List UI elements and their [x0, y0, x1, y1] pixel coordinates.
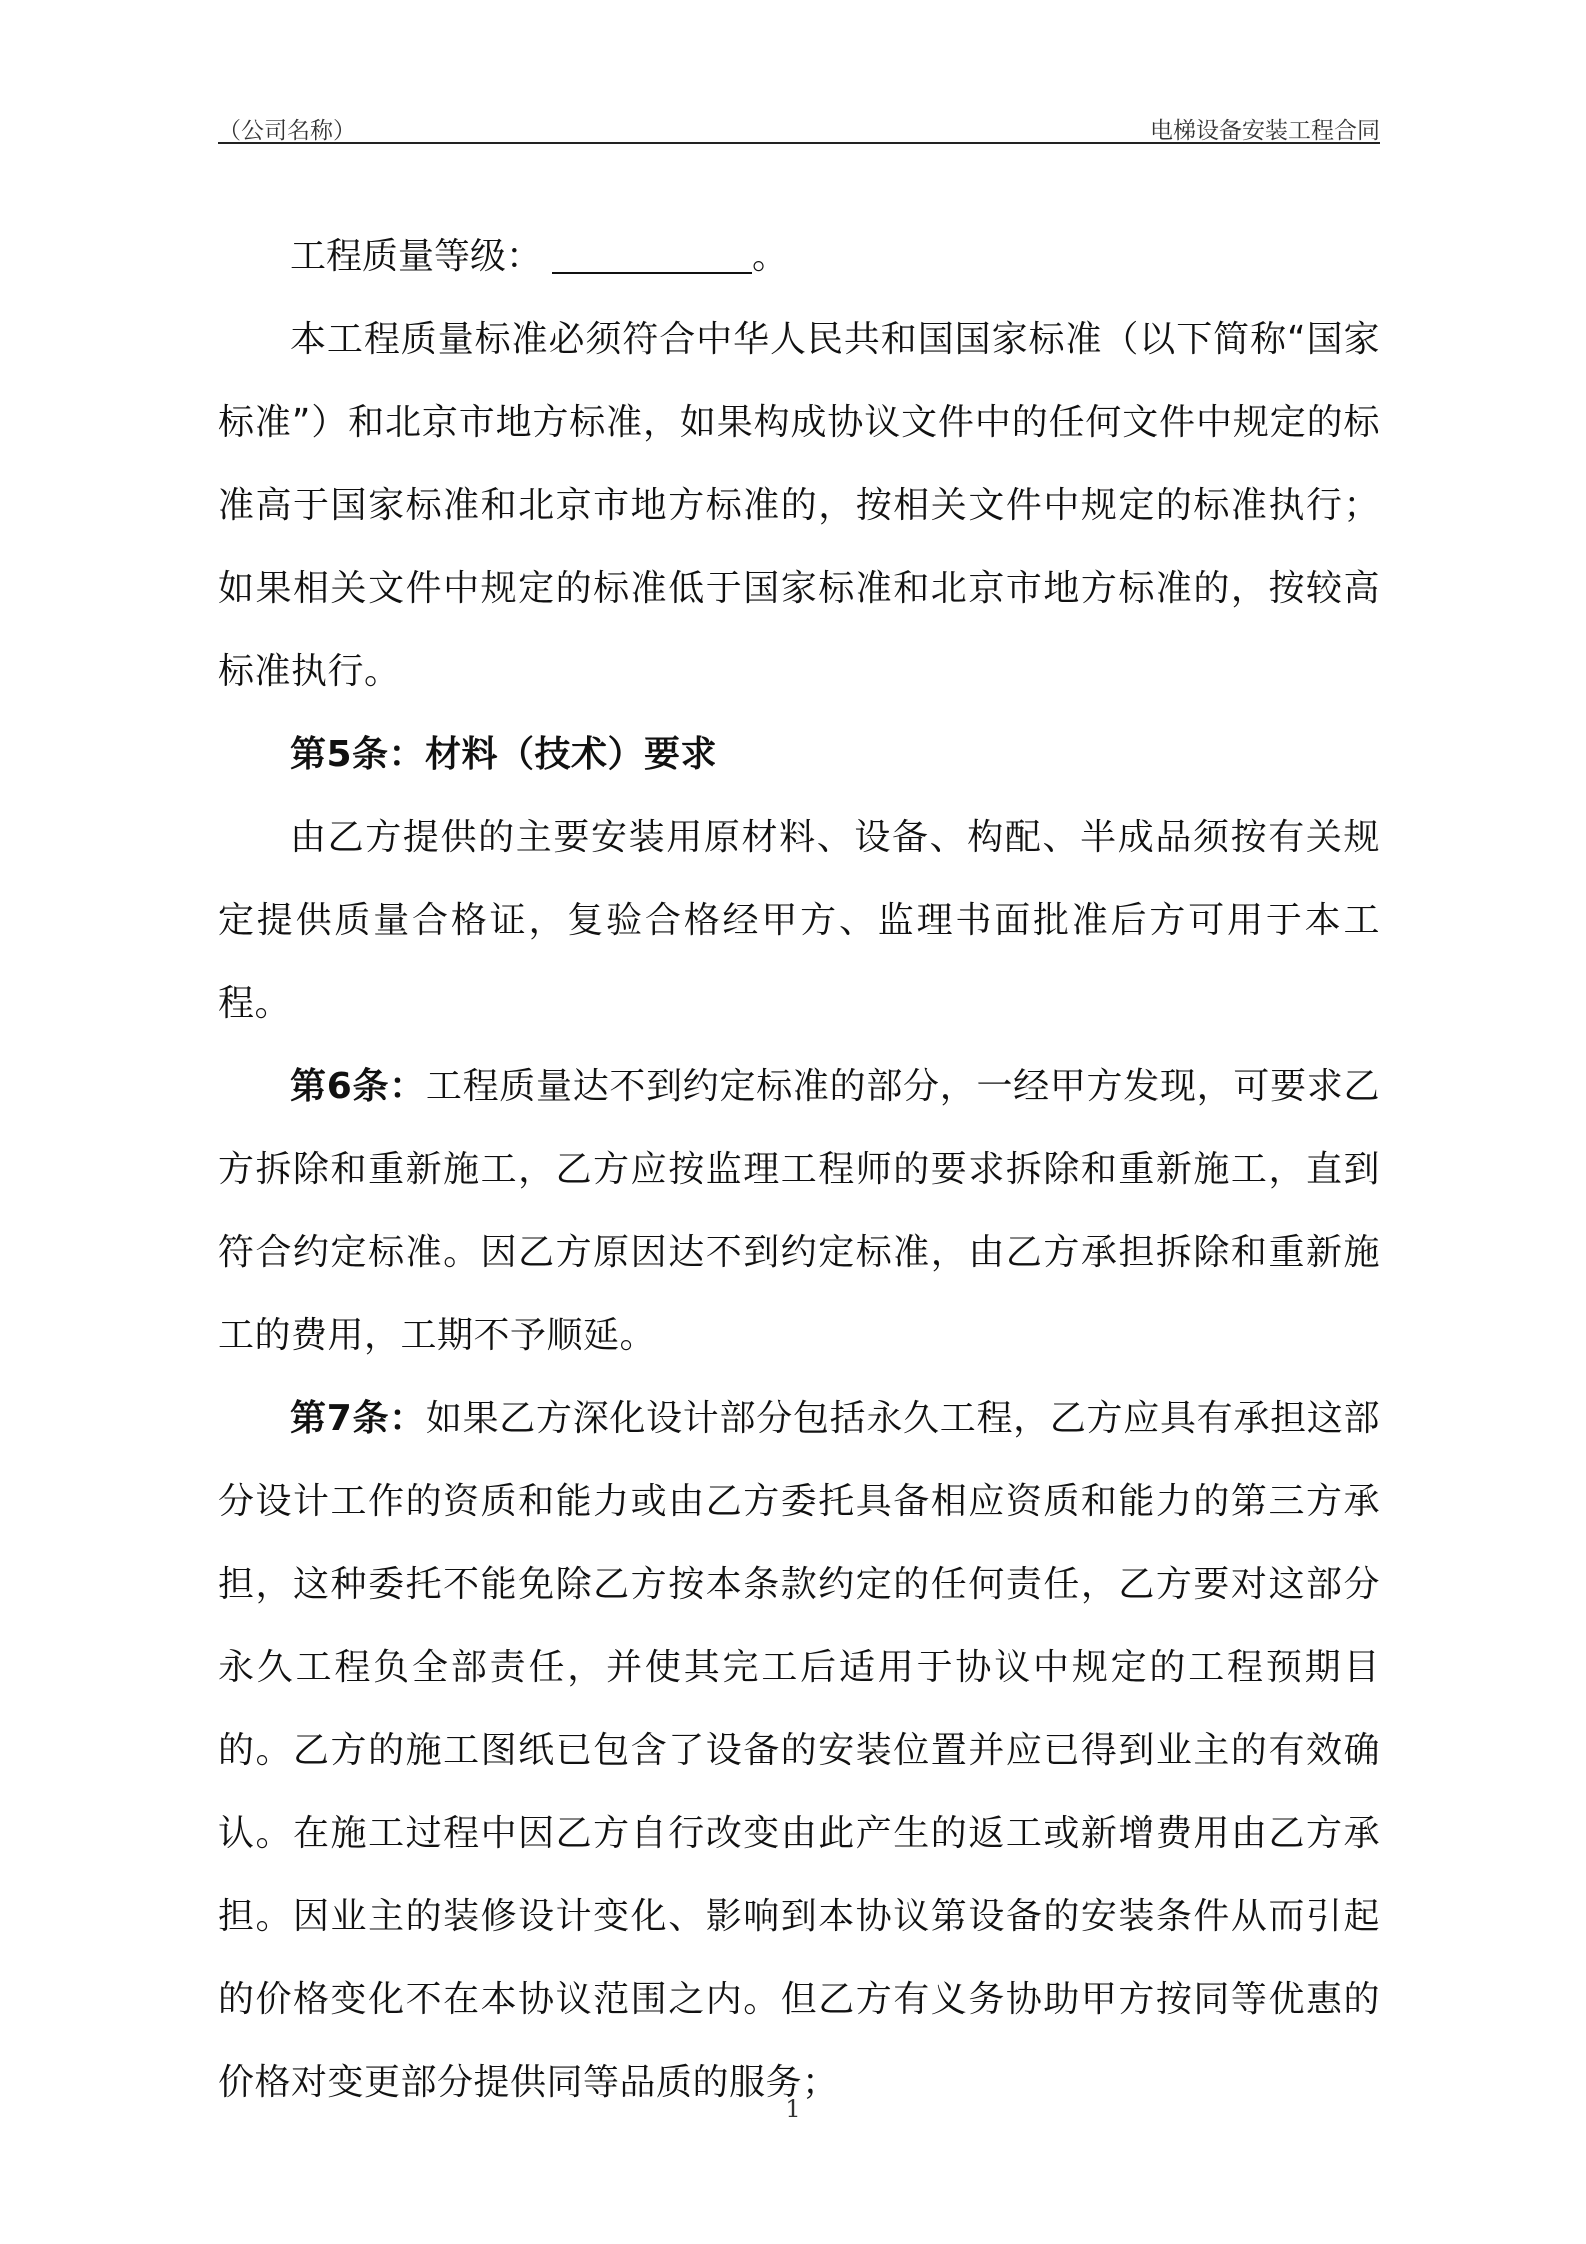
- quality-grade-line: [218, 215, 1380, 298]
- article-6-title: 第6条：: [290, 1066, 426, 1107]
- header-company-name: （公司名称）: [218, 118, 356, 144]
- article-5-title: 第5条：材料（技术）要求: [290, 734, 718, 775]
- quality-standard-paragraph: 本工程质量标准必须符合中华人民共和国国家标准（以下简称“国家标准”）和北京市地方标准，如果构成协议文件中的任何文件中规定的标准高于国家标准和北京市地方标准的，按相关文件中规定的标准执行；如果相关文件中规定的标准低于国家标准和北京市地方标准的，按较高标准执行。: [218, 319, 1380, 692]
- quality-grade-label: 工程质量等级：: [290, 236, 543, 277]
- page-header: [218, 112, 1380, 144]
- header-document-title: 电梯设备安装工程合同: [1150, 118, 1380, 144]
- quality-grade-blank: [552, 232, 752, 274]
- article-6-paragraph: [218, 1045, 1380, 1377]
- article-7-text: 如果乙方深化设计部分包括永久工程，乙方应具有承担这部分设计工作的资质和能力或由乙方委托具备相应资质和能力的第三方承担，这种委托不能免除乙方按本条款约定的任何责任，乙方要对这部分永久工程负全部责任，并使其完工后适用于协议中规定的工程预期目的。乙方的施工图纸已包含了设备的安装位置并应已得到业主的有效确认。在施工过程中因乙方自行改变由此产生的返工或新增费用由乙方承担。因业主的装修设计变化、影响到本协议第设备的安装条件从而引起的价格变化不在本协议范围之内。但乙方有义务协助甲方按同等优惠的价格对变更部分提供同等品质的服务；: [218, 1398, 1380, 2103]
- quality-grade-end: 。: [752, 236, 789, 277]
- page-number: 1: [785, 2095, 801, 2123]
- article-7-title: 第7条：: [290, 1398, 426, 1439]
- article-5-paragraph: 由乙方提供的主要安装用原材料、设备、构配、半成品须按有关规定提供质量合格证，复验合格经甲方、监理书面批准后方可用于本工程。: [218, 817, 1380, 1024]
- document-body: [218, 215, 1380, 2124]
- article-7-paragraph: [218, 1377, 1380, 2124]
- article-6-text: 工程质量达不到约定标准的部分，一经甲方发现，可要求乙方拆除和重新施工，乙方应按监理工程师的要求拆除和重新施工，直到符合约定标准。因乙方原因达不到约定标准，由乙方承担拆除和重新施工的费用，工期不予顺延。: [218, 1066, 1380, 1356]
